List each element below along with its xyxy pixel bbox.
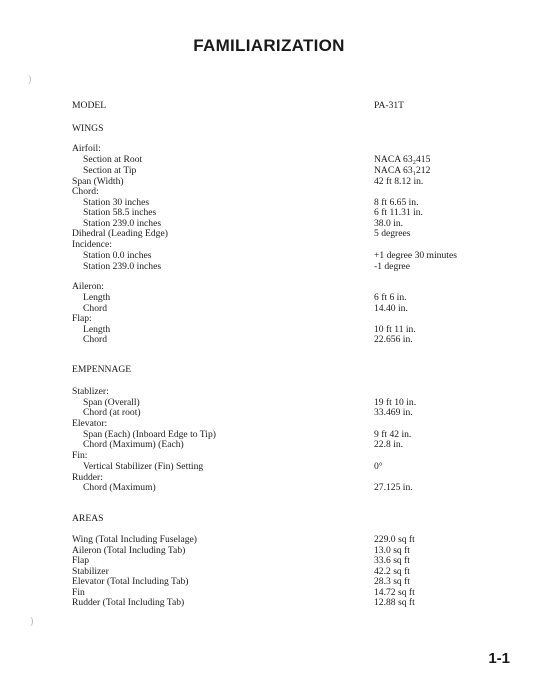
spec-value: 38.0 in. xyxy=(374,218,404,229)
margin-mark: ) xyxy=(28,74,32,85)
spec-label: Station 58.5 inches xyxy=(83,207,157,218)
spec-row xyxy=(72,100,472,111)
spec-label: Station 239.0 inches xyxy=(83,261,162,272)
spec-value: 6 ft 6 in. xyxy=(374,292,407,303)
spec-value: 42 ft 8.12 in. xyxy=(374,176,424,187)
spec-row xyxy=(72,418,472,429)
spec-label: Span (Overall) xyxy=(83,397,140,408)
spec-row xyxy=(72,555,472,566)
page-title: FAMILIARIZATION xyxy=(193,36,345,55)
spec-label: Elevator: xyxy=(72,418,108,429)
spec-row xyxy=(72,534,472,545)
spec-row xyxy=(72,313,472,324)
spec-label: Aileron: xyxy=(72,281,104,292)
spec-row xyxy=(72,123,472,134)
spec-row xyxy=(72,186,472,197)
spec-value: NACA 63₁212 xyxy=(374,165,431,176)
spec-row xyxy=(72,513,472,524)
spec-label: Flap xyxy=(72,555,90,566)
spec-row xyxy=(72,143,472,154)
spec-value: PA-31T xyxy=(374,100,405,111)
spec-label: Chord: xyxy=(72,186,99,197)
spec-row xyxy=(72,482,472,493)
spec-value: 19 ft 10 in. xyxy=(374,397,417,408)
spec-row xyxy=(72,207,472,218)
spec-label: Station 239.0 inches xyxy=(83,218,162,229)
spec-value: 5 degrees xyxy=(374,228,411,239)
spec-row xyxy=(72,250,472,261)
spec-label: Stabilizer xyxy=(72,566,109,577)
spec-row xyxy=(72,165,472,176)
spec-label: Dihedral (Leading Edge) xyxy=(72,228,168,239)
spec-label: AREAS xyxy=(72,513,104,524)
spec-value: 33.469 in. xyxy=(374,407,413,418)
spec-label: Chord (at root) xyxy=(83,407,141,418)
spec-label: Flap: xyxy=(72,313,92,324)
spec-value: 27.125 in. xyxy=(374,482,413,493)
spec-row xyxy=(72,154,472,165)
spec-label: Station 30 inches xyxy=(83,197,150,208)
spec-value: 9 ft 42 in. xyxy=(374,429,412,440)
spec-value: +1 degree 30 minutes xyxy=(374,250,457,261)
spec-value: 14.40 in. xyxy=(374,303,408,314)
spec-label: Span (Each) (Inboard Edge to Tip) xyxy=(83,429,216,440)
spec-label: Aileron (Total Including Tab) xyxy=(72,545,186,556)
spec-value: NACA 63₂415 xyxy=(374,154,431,165)
spec-label: Section at Tip xyxy=(83,165,137,176)
spec-label: Chord xyxy=(83,334,107,345)
spec-value: 6 ft 11.31 in. xyxy=(374,207,423,218)
spec-value: 22.8 in. xyxy=(374,439,404,450)
spec-value: 33.6 sq ft xyxy=(374,555,410,566)
spec-value: 229.0 sq ft xyxy=(374,534,415,545)
spec-row xyxy=(72,386,472,397)
spec-label: Span (Width) xyxy=(72,176,124,187)
spec-label: Rudder (Total Including Tab) xyxy=(72,597,185,608)
spec-label: Airfoil: xyxy=(72,143,101,154)
spec-row xyxy=(72,576,472,587)
spec-row xyxy=(72,364,472,375)
spec-row xyxy=(72,439,472,450)
spec-label: WINGS xyxy=(72,123,104,134)
spec-label: Fin: xyxy=(72,450,88,461)
spec-row xyxy=(72,597,472,608)
spec-label: MODEL xyxy=(72,100,107,111)
spec-value: 10 ft 11 in. xyxy=(374,324,416,335)
spec-label: Rudder: xyxy=(72,472,103,483)
spec-row xyxy=(72,228,472,239)
spec-value: 13.0 sq ft xyxy=(374,545,410,556)
spec-row xyxy=(72,461,472,472)
spec-label: Chord (Maximum) (Each) xyxy=(83,439,184,450)
spec-row xyxy=(72,450,472,461)
spec-label: Elevator (Total Including Tab) xyxy=(72,576,189,587)
spec-label: Stablizer: xyxy=(72,386,109,397)
spec-row xyxy=(72,334,472,345)
spec-row xyxy=(72,292,472,303)
spec-value: 42.2 sq ft xyxy=(374,566,410,577)
spec-row xyxy=(72,281,472,292)
spec-row xyxy=(72,239,472,250)
spec-label: Incidence: xyxy=(72,239,112,250)
spec-value: 0° xyxy=(374,461,383,472)
spec-label: Chord (Maximum) xyxy=(83,482,156,493)
spec-row xyxy=(72,407,472,418)
page-number: 1-1 xyxy=(488,650,510,667)
spec-label: Length xyxy=(83,324,111,335)
spec-label: EMPENNAGE xyxy=(72,364,132,375)
spec-value: 12.88 sq ft xyxy=(374,597,415,608)
spec-label: Fin xyxy=(72,587,85,598)
spec-label: Section at Root xyxy=(83,154,143,165)
spec-label: Chord xyxy=(83,303,107,314)
spec-label: Wing (Total Including Fuselage) xyxy=(72,534,197,545)
spec-label: Station 0.0 inches xyxy=(83,250,152,261)
spec-value: -1 degree xyxy=(374,261,410,272)
spec-label: Vertical Stabilizer (Fin) Setting xyxy=(83,461,204,472)
spec-value: 8 ft 6.65 in. xyxy=(374,197,419,208)
spec-label: Length xyxy=(83,292,111,303)
spec-value: 28.3 sq ft xyxy=(374,576,410,587)
spec-row xyxy=(72,261,472,272)
margin-mark: ) xyxy=(30,616,34,627)
spec-value: 14.72 sq ft xyxy=(374,587,415,598)
spec-value: 22.656 in. xyxy=(374,334,413,345)
